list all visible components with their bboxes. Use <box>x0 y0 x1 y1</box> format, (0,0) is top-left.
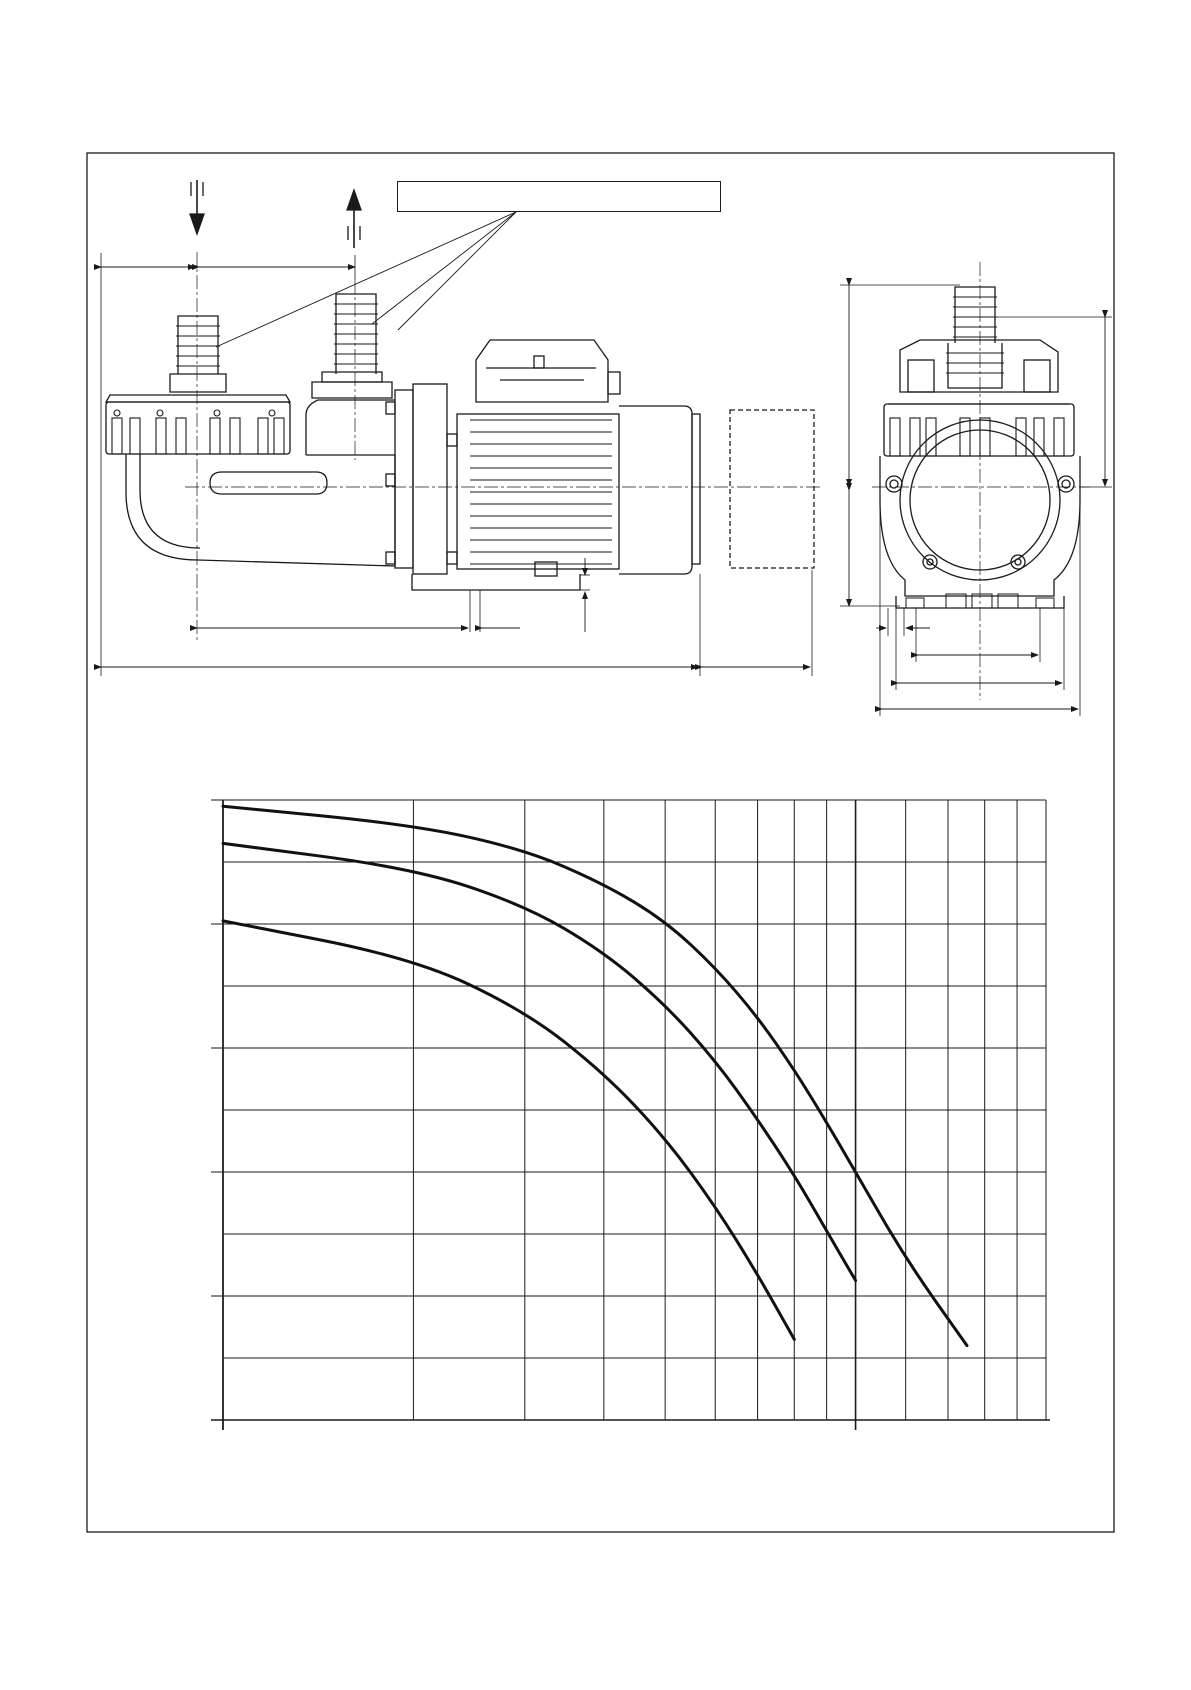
side-view <box>101 180 820 676</box>
callout-label-box <box>397 181 721 212</box>
page-frame <box>87 153 1114 1532</box>
discharge-arrow-icon <box>347 190 361 248</box>
suction-arrow-icon <box>190 180 204 234</box>
pump-curve-3 <box>223 921 794 1340</box>
front-view <box>840 262 1112 716</box>
chart-grid <box>211 800 1050 1430</box>
pump-curve-chart <box>211 800 1050 1430</box>
pump-curve-2 <box>223 843 856 1280</box>
